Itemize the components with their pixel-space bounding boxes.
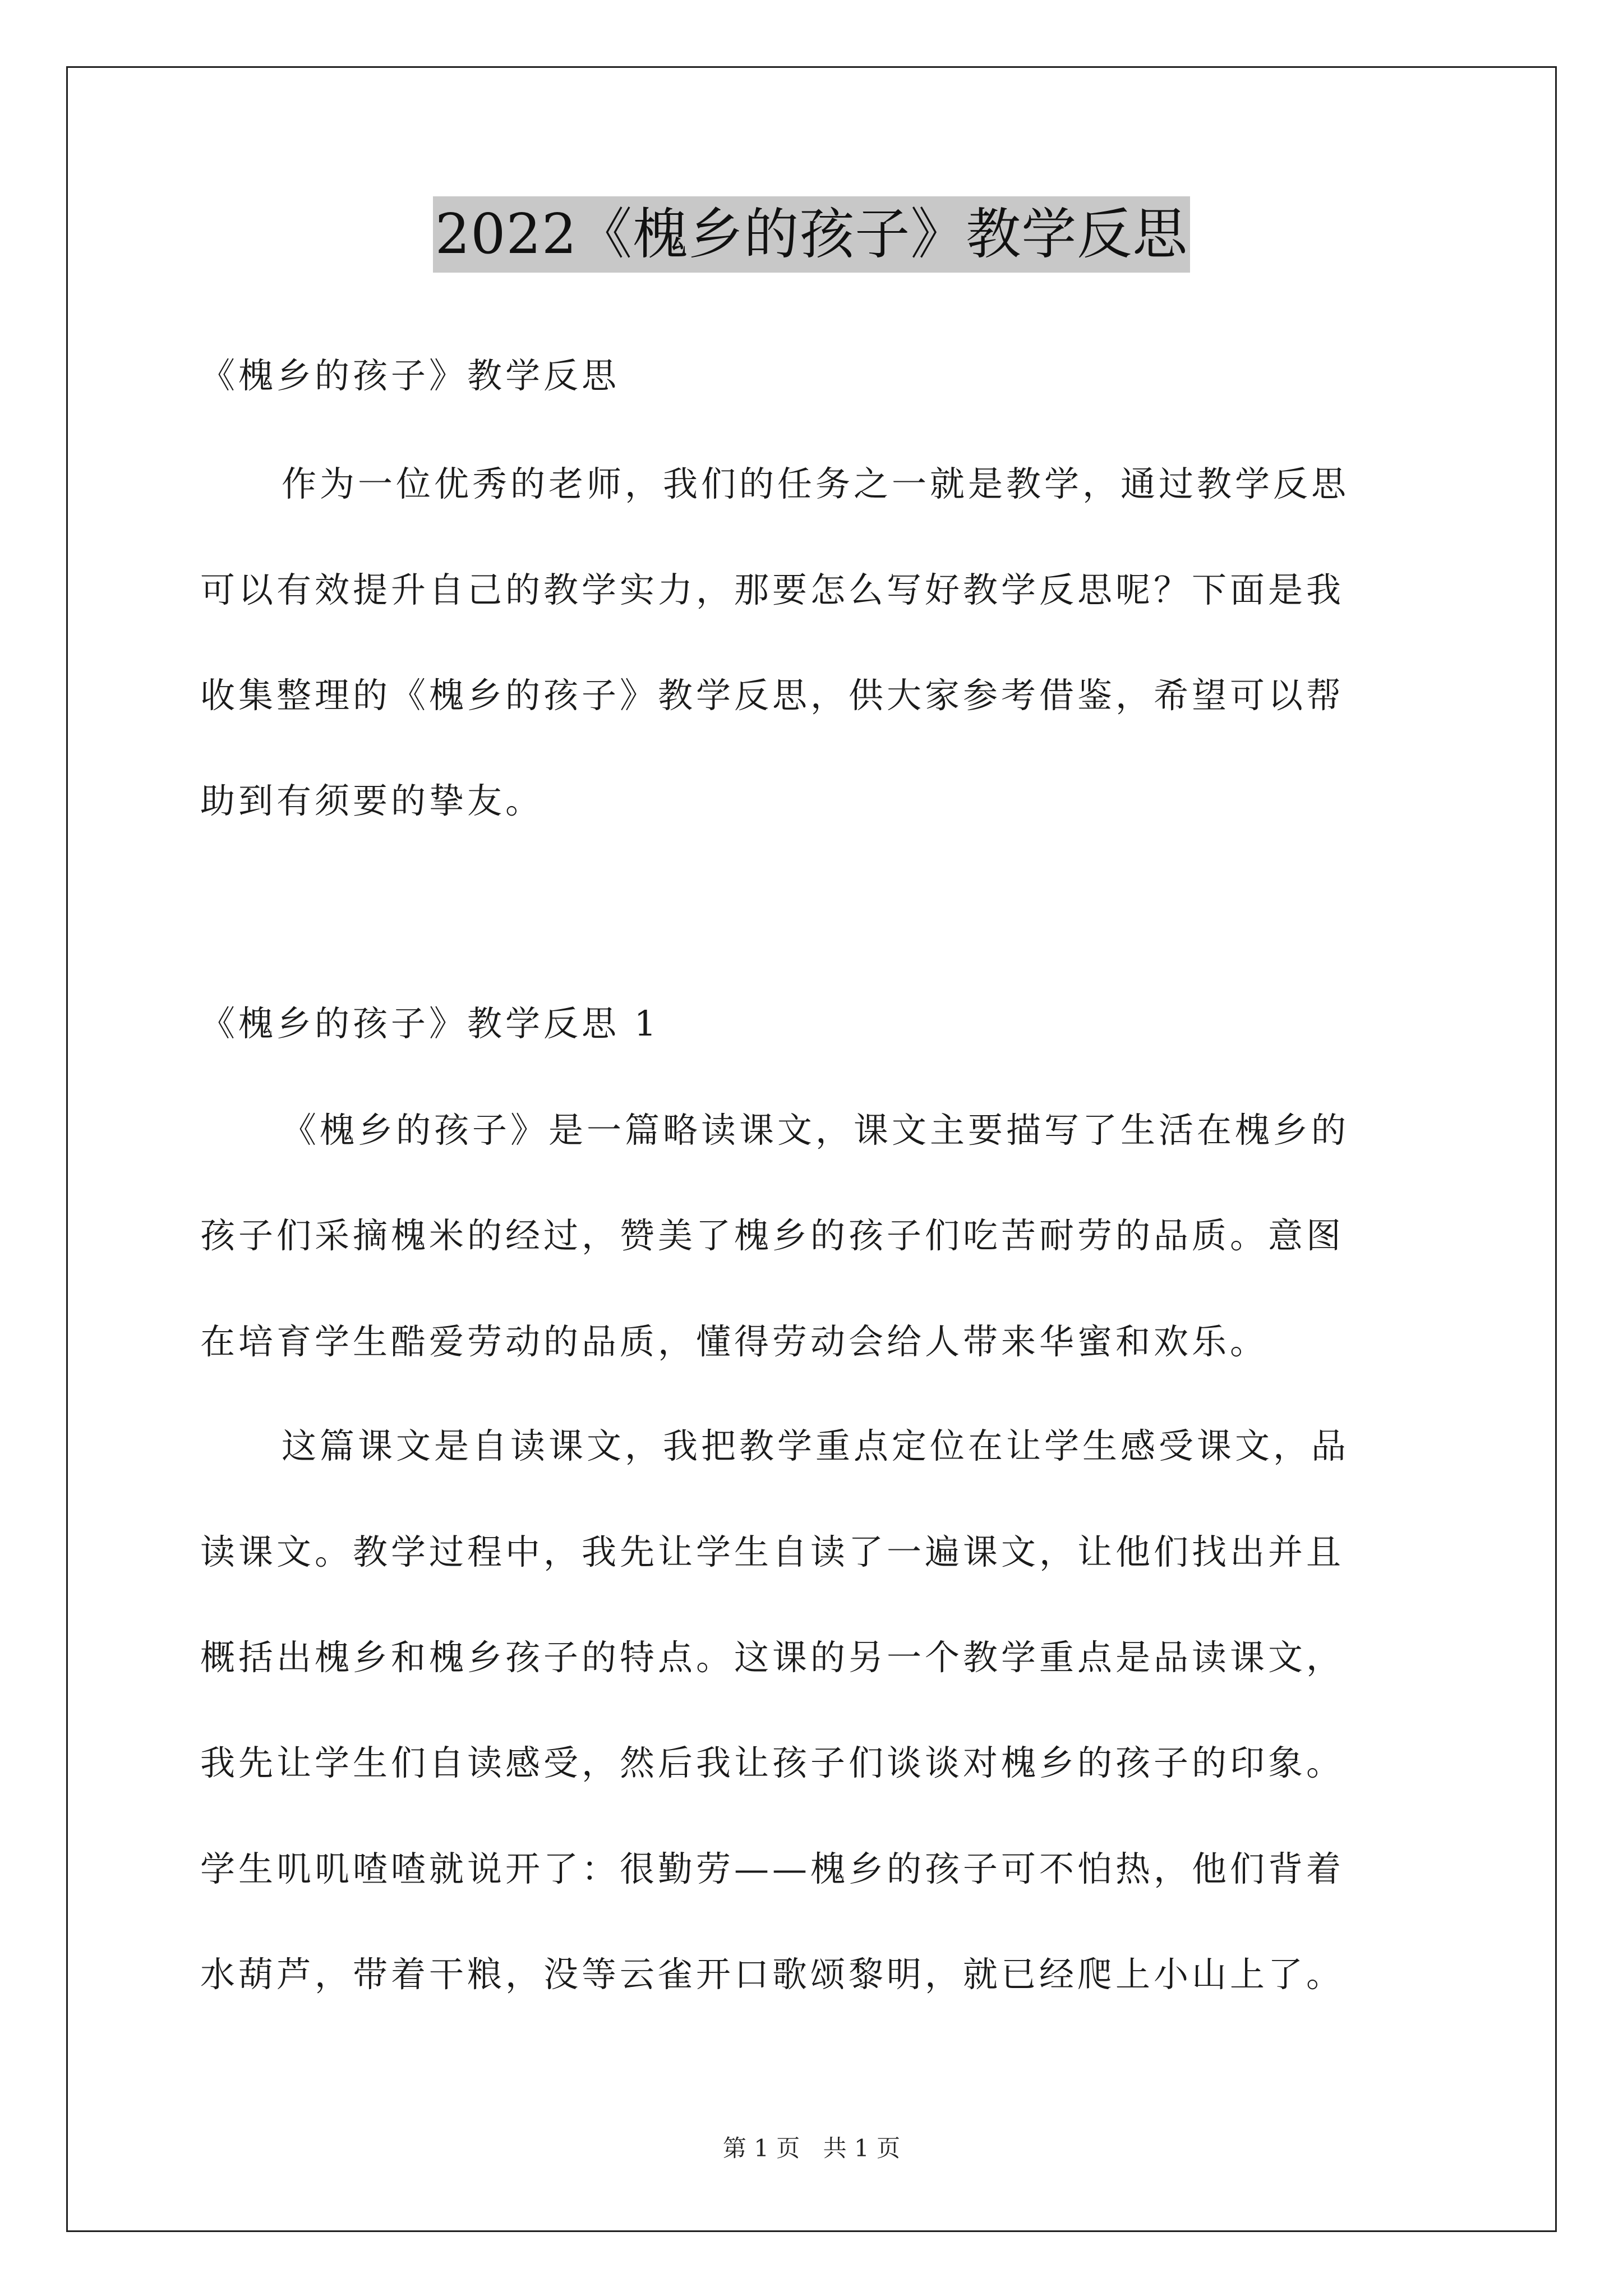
title-container	[0, 196, 1623, 273]
paragraph-line: 这篇课文是自读课文，我把教学重点定位在让学生感受课文，品	[282, 1425, 1350, 1466]
intro-line: 作为一位优秀的老师，我们的任务之一就是教学，通过教学反思	[282, 463, 1350, 504]
paragraph-line: 水葫芦，带着干粮，没等云雀开口歌颂黎明，就已经爬上小山上了。	[200, 1954, 1345, 1995]
paragraph-line: 《槐乡的孩子》是一篇略读课文，课文主要描写了生活在槐乡的	[282, 1110, 1350, 1151]
section-heading: 《槐乡的孩子》教学反思 1	[200, 1003, 660, 1044]
paragraph-line: 孩子们采摘槐米的经过，赞美了槐乡的孩子们吃苦耐劳的品质。意图	[200, 1215, 1345, 1256]
page-total: 共 1 页	[823, 2134, 901, 2162]
paragraph-line: 我先让学生们自读感受，然后我让孩子们谈谈对槐乡的孩子的印象。	[200, 1742, 1345, 1783]
page-number: 第 1 页	[722, 2134, 800, 2162]
subtitle: 《槐乡的孩子》教学反思	[200, 355, 620, 396]
intro-line: 收集整理的《槐乡的孩子》教学反思，供大家参考借鉴，希望可以帮	[200, 675, 1345, 716]
paragraph-line: 学生叽叽喳喳就说开了：很勤劳——槐乡的孩子可不怕热，他们背着	[200, 1848, 1345, 1889]
paragraph-line: 读课文。教学过程中，我先让学生自读了一遍课文，让他们找出并且	[200, 1531, 1345, 1572]
page-footer	[0, 2132, 1623, 2165]
paragraph-line: 概括出槐乡和槐乡孩子的特点。这课的另一个教学重点是品读课文，	[200, 1637, 1345, 1678]
intro-line: 助到有须要的挚友。	[200, 780, 544, 821]
paragraph-line: 在培育学生酷爱劳动的品质，懂得劳动会给人带来华蜜和欢乐。	[200, 1321, 1269, 1362]
intro-line: 可以有效提升自己的教学实力，那要怎么写好教学反思呢？下面是我	[200, 569, 1345, 610]
document-title: 2022《槐乡的孩子》教学反思	[433, 196, 1190, 273]
